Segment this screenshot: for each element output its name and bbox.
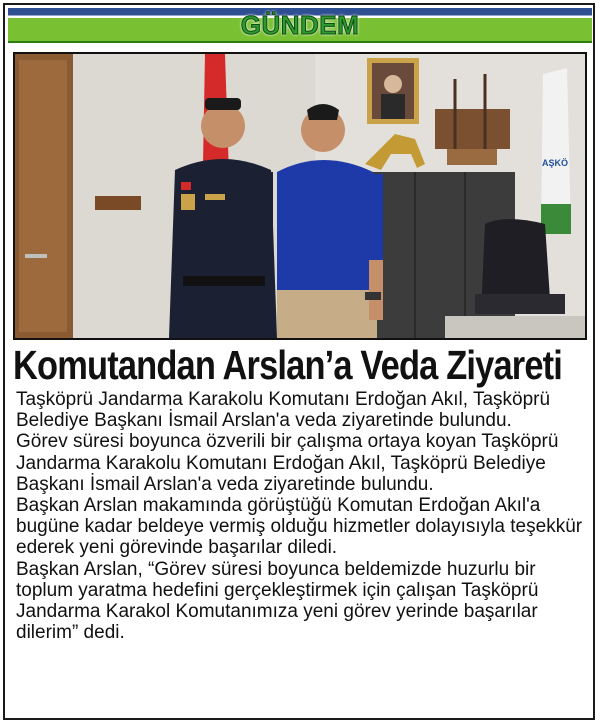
flag-text: AŞKÖ (542, 158, 569, 168)
section-banner (8, 8, 592, 43)
paragraph-4: Başkan Arslan, “Görev süresi boyunca beldemizde huzurlu bir toplum yaratma hedefini gerçekleştirmek için çalışan Taşköprü Jandarma Karakol Komutanımıza yeni görev yerinde başarılar dilerim” dedi. (16, 558, 539, 644)
paragraph-2: Görev süresi boyunca özverili bir çalışma ortaya koyan Taşköprü Jandarma Karakolu Komutanı Erdoğan Akıl, Taşköprü Belediye Başkanı İsmail Arslan'a veda ziyaretinde bulundu. (16, 431, 559, 495)
article-photo (13, 52, 587, 340)
section-title: GÜNDEM (240, 10, 360, 40)
paragraph-3: Başkan Arslan makamında görüştüğü Komutan Erdoğan Akıl'a bugüne kadar beldeye vermiş olduğu hizmetler dolayısıyla teşekkür ederek yeni görevinde başarılar diledi. (16, 495, 583, 559)
article-headline: Komutandan Arslan’a Veda Ziyareti (13, 342, 563, 388)
article-body (16, 389, 590, 643)
paragraph-1: Taşköprü Jandarma Karakolu Komutanı Erdoğan Akıl, Taşköprü Belediye Başkanı İsmail Arslan'a veda ziyaretinde bulundu. (16, 389, 551, 432)
